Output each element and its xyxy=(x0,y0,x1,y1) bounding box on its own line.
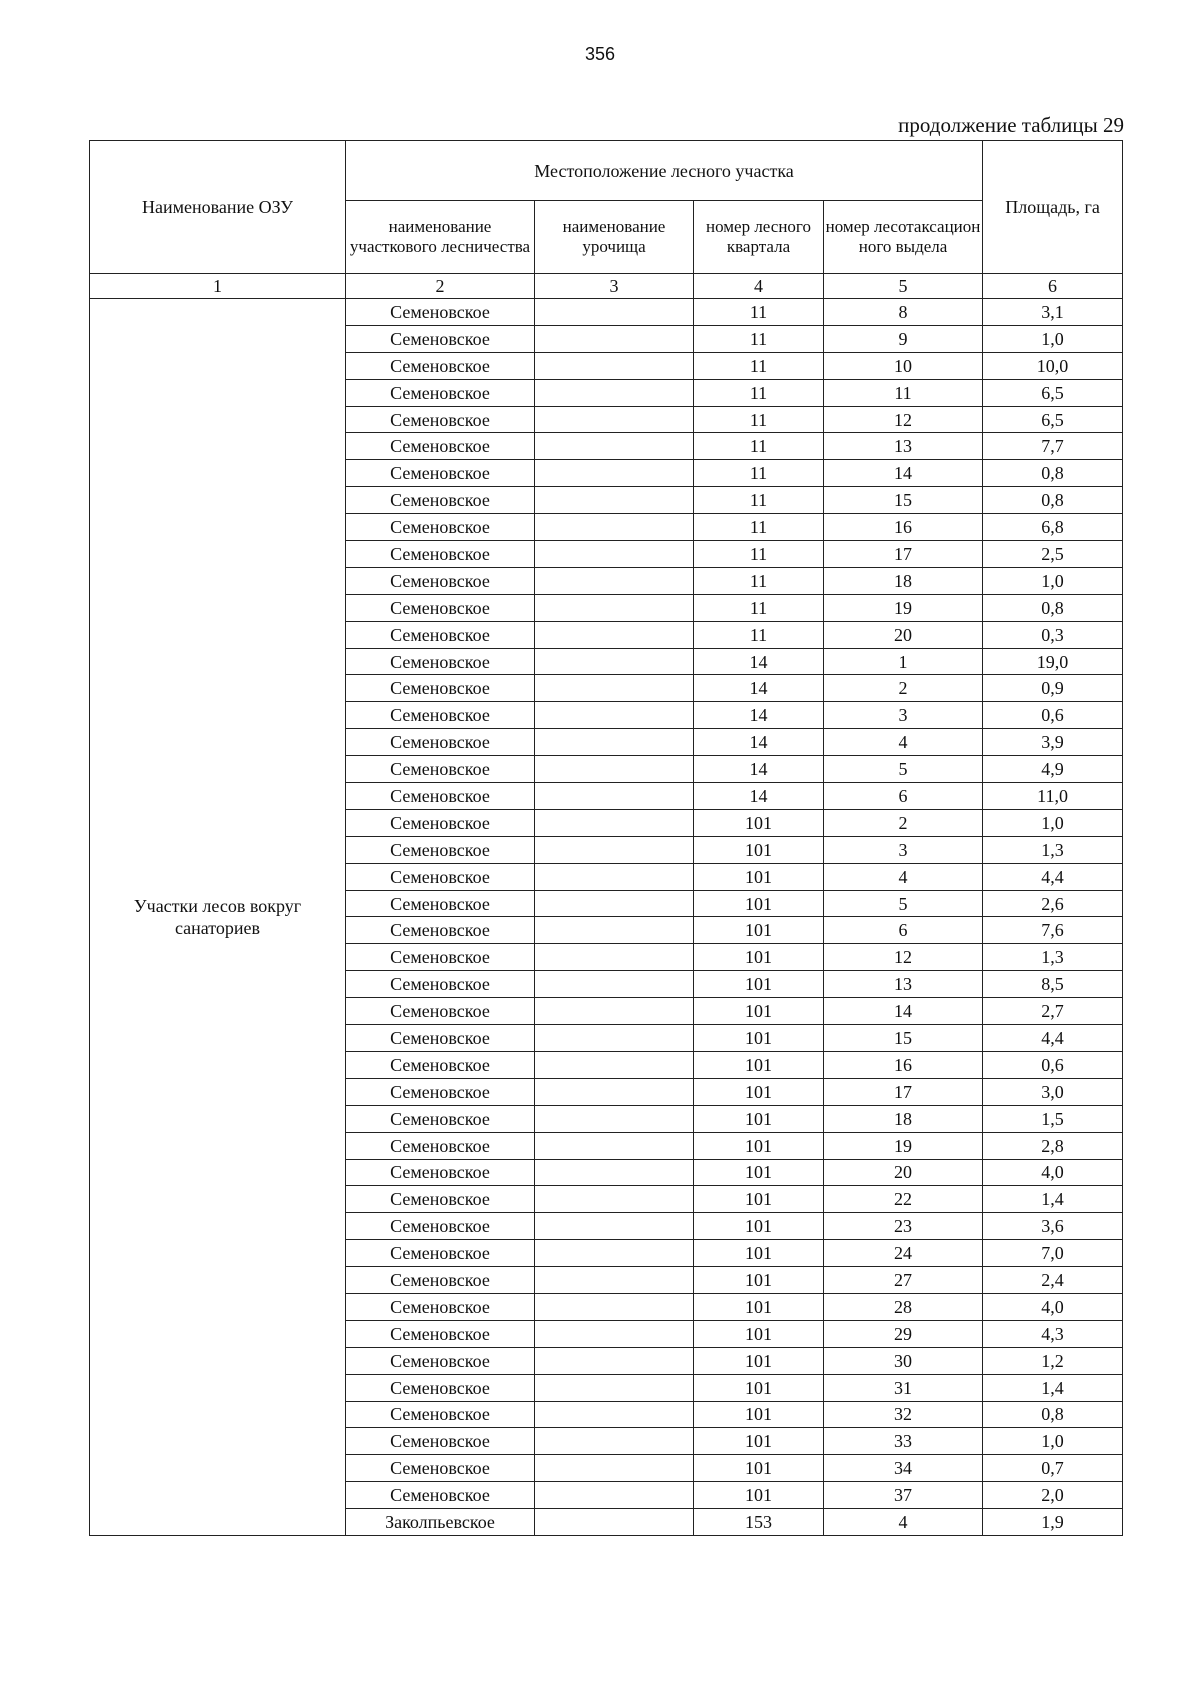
area-cell: 1,0 xyxy=(983,325,1123,352)
quarter-cell: 11 xyxy=(694,621,824,648)
tract-cell xyxy=(535,836,694,863)
tract-cell xyxy=(535,1509,694,1536)
tract-cell xyxy=(535,1132,694,1159)
quarter-cell: 101 xyxy=(694,998,824,1025)
quarter-cell: 11 xyxy=(694,406,824,433)
forestry-cell: Семеновское xyxy=(346,352,535,379)
quarter-cell: 101 xyxy=(694,971,824,998)
allotment-cell: 3 xyxy=(824,702,983,729)
area-cell: 8,5 xyxy=(983,971,1123,998)
tract-cell xyxy=(535,1455,694,1482)
allotment-cell: 34 xyxy=(824,1455,983,1482)
forestry-cell: Семеновское xyxy=(346,594,535,621)
column-number: 2 xyxy=(346,274,535,299)
forestry-cell: Семеновское xyxy=(346,702,535,729)
tract-cell xyxy=(535,998,694,1025)
allotment-cell: 29 xyxy=(824,1320,983,1347)
area-cell: 1,5 xyxy=(983,1105,1123,1132)
allotment-cell: 12 xyxy=(824,406,983,433)
quarter-cell: 101 xyxy=(694,1320,824,1347)
area-cell: 1,0 xyxy=(983,1428,1123,1455)
tract-cell xyxy=(535,1025,694,1052)
forestry-cell: Семеновское xyxy=(346,836,535,863)
area-cell: 4,3 xyxy=(983,1320,1123,1347)
forestry-cell: Семеновское xyxy=(346,1401,535,1428)
tract-cell xyxy=(535,729,694,756)
forestry-cell: Семеновское xyxy=(346,325,535,352)
allotment-cell: 2 xyxy=(824,809,983,836)
allotment-cell: 3 xyxy=(824,836,983,863)
area-cell: 1,4 xyxy=(983,1186,1123,1213)
forestry-cell: Семеновское xyxy=(346,675,535,702)
allotment-cell: 14 xyxy=(824,998,983,1025)
quarter-cell: 101 xyxy=(694,1455,824,1482)
forestry-cell: Семеновское xyxy=(346,1159,535,1186)
tract-cell xyxy=(535,1347,694,1374)
tract-cell xyxy=(535,1105,694,1132)
tract-cell xyxy=(535,379,694,406)
area-cell: 1,4 xyxy=(983,1374,1123,1401)
allotment-cell: 11 xyxy=(824,379,983,406)
tract-cell xyxy=(535,1213,694,1240)
tract-cell xyxy=(535,1159,694,1186)
tract-cell xyxy=(535,567,694,594)
area-cell: 11,0 xyxy=(983,783,1123,810)
tract-cell xyxy=(535,863,694,890)
area-cell: 7,6 xyxy=(983,917,1123,944)
forestry-cell: Семеновское xyxy=(346,1213,535,1240)
allotment-cell: 4 xyxy=(824,1509,983,1536)
area-cell: 0,8 xyxy=(983,460,1123,487)
table-row xyxy=(90,299,1123,326)
quarter-cell: 14 xyxy=(694,783,824,810)
allotment-cell: 22 xyxy=(824,1186,983,1213)
forestry-cell: Семеновское xyxy=(346,1240,535,1267)
forestry-cell: Семеновское xyxy=(346,971,535,998)
area-cell: 1,3 xyxy=(983,944,1123,971)
forestry-cell: Семеновское xyxy=(346,944,535,971)
header-quarter: номер лесного квартала xyxy=(694,201,824,274)
quarter-cell: 11 xyxy=(694,567,824,594)
area-cell: 2,7 xyxy=(983,998,1123,1025)
quarter-cell: 11 xyxy=(694,325,824,352)
allotment-cell: 13 xyxy=(824,971,983,998)
forestry-cell: Семеновское xyxy=(346,379,535,406)
area-cell: 0,3 xyxy=(983,621,1123,648)
area-cell: 2,5 xyxy=(983,541,1123,568)
quarter-cell: 101 xyxy=(694,1213,824,1240)
tract-cell xyxy=(535,460,694,487)
area-cell: 0,8 xyxy=(983,594,1123,621)
forestry-cell: Семеновское xyxy=(346,299,535,326)
quarter-cell: 101 xyxy=(694,944,824,971)
allotment-cell: 28 xyxy=(824,1293,983,1320)
ozu-name-cell: Участки лесов вокруг санаториев xyxy=(90,299,346,1536)
quarter-cell: 101 xyxy=(694,1186,824,1213)
forestry-cell: Семеновское xyxy=(346,1132,535,1159)
allotment-cell: 24 xyxy=(824,1240,983,1267)
tract-cell xyxy=(535,325,694,352)
area-cell: 6,5 xyxy=(983,406,1123,433)
area-cell: 10,0 xyxy=(983,352,1123,379)
table-caption: продолжение таблицы 29 xyxy=(898,113,1124,137)
area-cell: 6,5 xyxy=(983,379,1123,406)
tract-cell xyxy=(535,809,694,836)
tract-cell xyxy=(535,433,694,460)
allotment-cell: 4 xyxy=(824,729,983,756)
area-cell: 4,9 xyxy=(983,756,1123,783)
header-forestry: наименование участкового лесничества xyxy=(346,201,535,274)
area-cell: 3,9 xyxy=(983,729,1123,756)
quarter-cell: 14 xyxy=(694,729,824,756)
quarter-cell: 101 xyxy=(694,1267,824,1294)
area-cell: 0,7 xyxy=(983,1455,1123,1482)
allotment-cell: 1 xyxy=(824,648,983,675)
tract-cell xyxy=(535,971,694,998)
quarter-cell: 101 xyxy=(694,890,824,917)
forestry-cell: Семеновское xyxy=(346,890,535,917)
header-area: Площадь, га xyxy=(983,141,1123,274)
forestry-cell: Семеновское xyxy=(346,756,535,783)
quarter-cell: 101 xyxy=(694,1240,824,1267)
forestry-cell: Семеновское xyxy=(346,433,535,460)
quarter-cell: 101 xyxy=(694,1347,824,1374)
tract-cell xyxy=(535,890,694,917)
allotment-cell: 13 xyxy=(824,433,983,460)
allotment-cell: 6 xyxy=(824,917,983,944)
allotment-cell: 5 xyxy=(824,756,983,783)
forestry-cell: Семеновское xyxy=(346,541,535,568)
tract-cell xyxy=(535,406,694,433)
forestry-cell: Семеновское xyxy=(346,809,535,836)
quarter-cell: 11 xyxy=(694,594,824,621)
forestry-cell: Семеновское xyxy=(346,729,535,756)
tract-cell xyxy=(535,541,694,568)
allotment-cell: 10 xyxy=(824,352,983,379)
quarter-cell: 14 xyxy=(694,756,824,783)
allotment-cell: 17 xyxy=(824,541,983,568)
header-tract: наименование урочища xyxy=(535,201,694,274)
allotment-cell: 8 xyxy=(824,299,983,326)
tract-cell xyxy=(535,648,694,675)
forestry-cell: Семеновское xyxy=(346,1105,535,1132)
forestry-cell: Семеновское xyxy=(346,998,535,1025)
forestry-cell: Семеновское xyxy=(346,863,535,890)
forestry-cell: Семеновское xyxy=(346,1051,535,1078)
forestry-cell: Заколпьевское xyxy=(346,1509,535,1536)
allotment-cell: 2 xyxy=(824,675,983,702)
quarter-cell: 101 xyxy=(694,863,824,890)
tract-cell xyxy=(535,1240,694,1267)
area-cell: 4,0 xyxy=(983,1293,1123,1320)
allotment-cell: 19 xyxy=(824,1132,983,1159)
quarter-cell: 11 xyxy=(694,541,824,568)
area-cell: 7,0 xyxy=(983,1240,1123,1267)
quarter-cell: 11 xyxy=(694,352,824,379)
allotment-cell: 16 xyxy=(824,514,983,541)
allotment-cell: 9 xyxy=(824,325,983,352)
allotment-cell: 37 xyxy=(824,1482,983,1509)
forestry-cell: Семеновское xyxy=(346,1374,535,1401)
area-cell: 2,0 xyxy=(983,1482,1123,1509)
forestry-cell: Семеновское xyxy=(346,621,535,648)
tract-cell xyxy=(535,594,694,621)
quarter-cell: 101 xyxy=(694,917,824,944)
area-cell: 0,8 xyxy=(983,487,1123,514)
allotment-cell: 31 xyxy=(824,1374,983,1401)
allotment-cell: 19 xyxy=(824,594,983,621)
forestry-cell: Семеновское xyxy=(346,1455,535,1482)
header-allotment: номер лесотаксацион ного выдела xyxy=(824,201,983,274)
area-cell: 2,6 xyxy=(983,890,1123,917)
area-cell: 2,4 xyxy=(983,1267,1123,1294)
forestry-cell: Семеновское xyxy=(346,783,535,810)
page-number: 356 xyxy=(584,44,616,64)
allotment-cell: 14 xyxy=(824,460,983,487)
forestry-cell: Семеновское xyxy=(346,460,535,487)
forestry-cell: Семеновское xyxy=(346,917,535,944)
tract-cell xyxy=(535,675,694,702)
allotment-cell: 17 xyxy=(824,1078,983,1105)
area-cell: 4,4 xyxy=(983,1025,1123,1052)
tract-cell xyxy=(535,514,694,541)
area-cell: 6,8 xyxy=(983,514,1123,541)
forestry-cell: Семеновское xyxy=(346,1428,535,1455)
area-cell: 2,8 xyxy=(983,1132,1123,1159)
forestry-cell: Семеновское xyxy=(346,406,535,433)
allotment-cell: 33 xyxy=(824,1428,983,1455)
quarter-cell: 101 xyxy=(694,1401,824,1428)
table-body xyxy=(90,299,1123,1536)
quarter-cell: 101 xyxy=(694,1428,824,1455)
quarter-cell: 101 xyxy=(694,1374,824,1401)
column-number: 6 xyxy=(983,274,1123,299)
forestry-cell: Семеновское xyxy=(346,514,535,541)
area-cell: 0,8 xyxy=(983,1401,1123,1428)
quarter-cell: 101 xyxy=(694,1159,824,1186)
quarter-cell: 14 xyxy=(694,675,824,702)
allotment-cell: 16 xyxy=(824,1051,983,1078)
tract-cell xyxy=(535,1051,694,1078)
quarter-cell: 101 xyxy=(694,1293,824,1320)
quarter-cell: 11 xyxy=(694,487,824,514)
forest-plots-table xyxy=(89,140,1123,1536)
tract-cell xyxy=(535,756,694,783)
allotment-cell: 4 xyxy=(824,863,983,890)
area-cell: 1,2 xyxy=(983,1347,1123,1374)
tract-cell xyxy=(535,352,694,379)
quarter-cell: 11 xyxy=(694,379,824,406)
forestry-cell: Семеновское xyxy=(346,1347,535,1374)
area-cell: 3,0 xyxy=(983,1078,1123,1105)
quarter-cell: 11 xyxy=(694,299,824,326)
area-cell: 4,0 xyxy=(983,1159,1123,1186)
area-cell: 1,0 xyxy=(983,809,1123,836)
allotment-cell: 5 xyxy=(824,890,983,917)
area-cell: 4,4 xyxy=(983,863,1123,890)
quarter-cell: 14 xyxy=(694,648,824,675)
quarter-cell: 11 xyxy=(694,460,824,487)
quarter-cell: 101 xyxy=(694,1025,824,1052)
tract-cell xyxy=(535,783,694,810)
allotment-cell: 15 xyxy=(824,487,983,514)
quarter-cell: 11 xyxy=(694,514,824,541)
tract-cell xyxy=(535,487,694,514)
header-ozu-name: Наименование ОЗУ xyxy=(90,141,346,274)
allotment-cell: 12 xyxy=(824,944,983,971)
allotment-cell: 32 xyxy=(824,1401,983,1428)
area-cell: 19,0 xyxy=(983,648,1123,675)
area-cell: 0,9 xyxy=(983,675,1123,702)
allotment-cell: 20 xyxy=(824,1159,983,1186)
quarter-cell: 101 xyxy=(694,836,824,863)
forestry-cell: Семеновское xyxy=(346,1293,535,1320)
forestry-cell: Семеновское xyxy=(346,1320,535,1347)
forestry-cell: Семеновское xyxy=(346,1482,535,1509)
area-cell: 1,0 xyxy=(983,567,1123,594)
tract-cell xyxy=(535,1374,694,1401)
tract-cell xyxy=(535,1186,694,1213)
allotment-cell: 23 xyxy=(824,1213,983,1240)
tract-cell xyxy=(535,944,694,971)
tract-cell xyxy=(535,1293,694,1320)
allotment-cell: 18 xyxy=(824,567,983,594)
area-cell: 0,6 xyxy=(983,1051,1123,1078)
tract-cell xyxy=(535,1267,694,1294)
header-location-group: Местоположение лесного участка xyxy=(346,141,983,201)
quarter-cell: 101 xyxy=(694,809,824,836)
tract-cell xyxy=(535,1078,694,1105)
forestry-cell: Семеновское xyxy=(346,1025,535,1052)
allotment-cell: 27 xyxy=(824,1267,983,1294)
tract-cell xyxy=(535,1428,694,1455)
allotment-cell: 18 xyxy=(824,1105,983,1132)
forestry-cell: Семеновское xyxy=(346,1186,535,1213)
quarter-cell: 101 xyxy=(694,1051,824,1078)
forestry-cell: Семеновское xyxy=(346,1078,535,1105)
tract-cell xyxy=(535,1401,694,1428)
area-cell: 3,6 xyxy=(983,1213,1123,1240)
column-number: 3 xyxy=(535,274,694,299)
area-cell: 3,1 xyxy=(983,299,1123,326)
forestry-cell: Семеновское xyxy=(346,567,535,594)
tract-cell xyxy=(535,917,694,944)
column-number: 1 xyxy=(90,274,346,299)
forestry-cell: Семеновское xyxy=(346,648,535,675)
quarter-cell: 101 xyxy=(694,1132,824,1159)
area-cell: 7,7 xyxy=(983,433,1123,460)
quarter-cell: 14 xyxy=(694,702,824,729)
quarter-cell: 101 xyxy=(694,1105,824,1132)
area-cell: 1,9 xyxy=(983,1509,1123,1536)
area-cell: 1,3 xyxy=(983,836,1123,863)
column-number: 4 xyxy=(694,274,824,299)
tract-cell xyxy=(535,1320,694,1347)
allotment-cell: 6 xyxy=(824,783,983,810)
column-number: 5 xyxy=(824,274,983,299)
tract-cell xyxy=(535,299,694,326)
tract-cell xyxy=(535,702,694,729)
quarter-cell: 101 xyxy=(694,1482,824,1509)
quarter-cell: 153 xyxy=(694,1509,824,1536)
allotment-cell: 30 xyxy=(824,1347,983,1374)
allotment-cell: 20 xyxy=(824,621,983,648)
tract-cell xyxy=(535,621,694,648)
tract-cell xyxy=(535,1482,694,1509)
forestry-cell: Семеновское xyxy=(346,1267,535,1294)
area-cell: 0,6 xyxy=(983,702,1123,729)
quarter-cell: 101 xyxy=(694,1078,824,1105)
allotment-cell: 15 xyxy=(824,1025,983,1052)
forestry-cell: Семеновское xyxy=(346,487,535,514)
quarter-cell: 11 xyxy=(694,433,824,460)
